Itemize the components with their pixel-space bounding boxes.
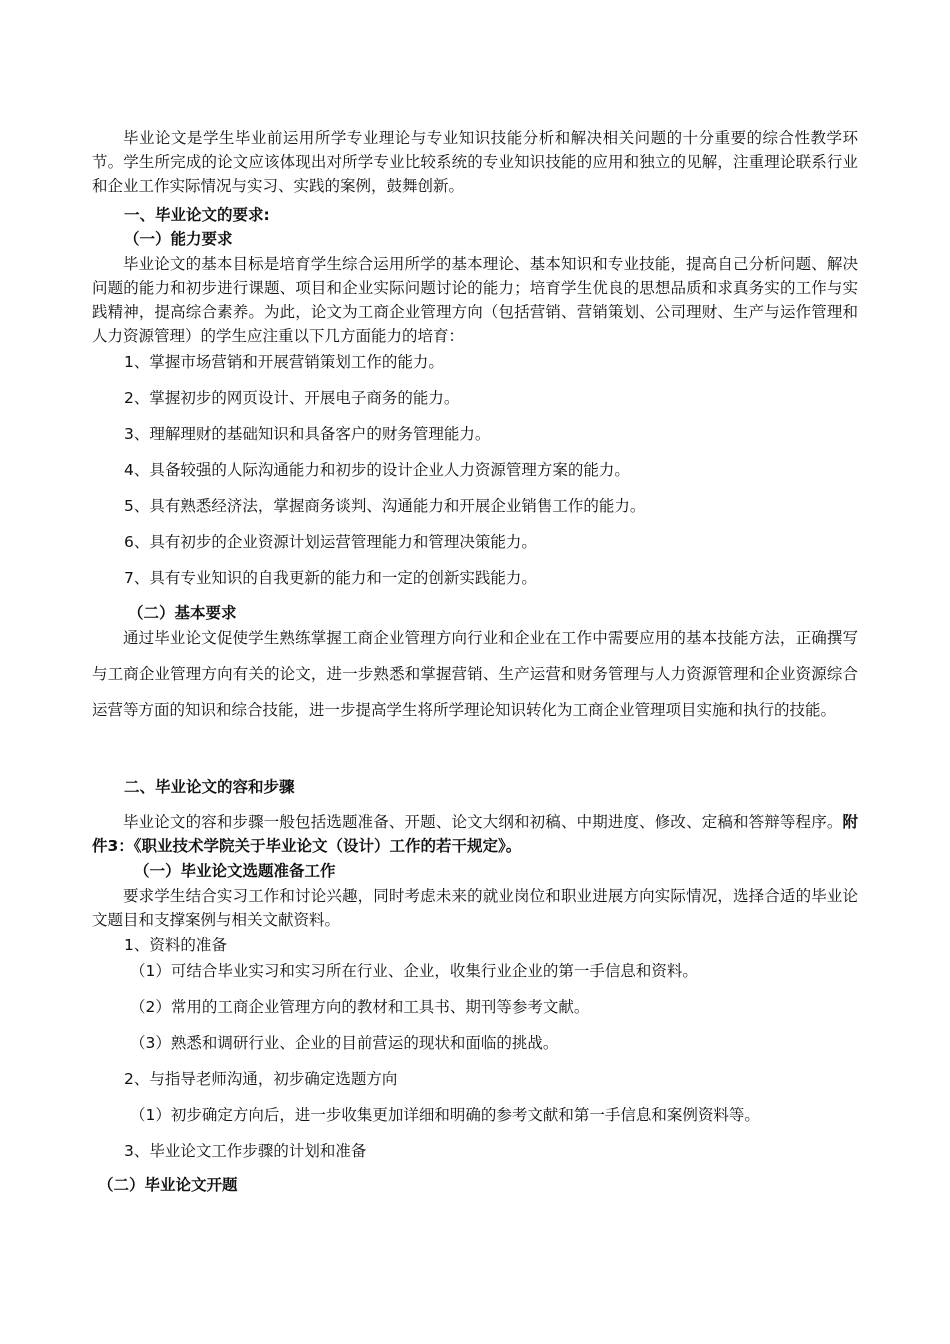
step-item-2: 2、与指导老师沟通，初步确定选题方向 xyxy=(124,1070,398,1088)
ability-item-1: 1、掌握市场营销和开展营销策划工作的能力。 xyxy=(124,353,444,371)
subsection-2-1-heading: （一）毕业论文选题准备工作 xyxy=(134,862,336,880)
ability-item-6: 6、具有初步的企业资源计划运营管理能力和管理决策能力。 xyxy=(124,533,537,551)
ability-item-4: 4、具备较强的人际沟通能力和初步的设计企业人力资源管理方案的能力。 xyxy=(124,461,630,479)
ability-paragraph: 毕业论文的基本目标是培育学生综合运用所学的基本理论、基本知识和专业技能，提高自己分析问题、解决问题的能力和初步进行课题、项目和企业实际问题讨论的能力；培育学生优良的思想品质和求真务实的工作与实践精神，提高综合素养。为此，论文为工商企业管理方向（包括营销、营销策划、公司理财、生产与运作管理和人力资源管理）的学生应注重以下几方面能力的培育： xyxy=(92,255,858,345)
step-item-2-sub-1: （1）初步确定方向后，进一步收集更加详细和明确的参考文献和第一手信息和案例资料等。 xyxy=(130,1106,760,1124)
steps-paragraph xyxy=(92,810,858,858)
attachment-3-reference: 附件3：《职业技术学院关于毕业论文（设计）工作的若干规定》。 xyxy=(92,813,858,855)
topic-selection-paragraph: 要求学生结合实习工作和讨论兴趣，同时考虑未来的就业岗位和职业进展方向实际情况，选择合适的毕业论文题目和支撑案例与相关文献资料。 xyxy=(92,887,858,929)
step-item-1-sub-1: （1）可结合毕业实习和实习所在行业、企业，收集行业企业的第一手信息和资料。 xyxy=(130,962,698,980)
intro-paragraph: 毕业论文是学生毕业前运用所学专业理论与专业知识技能分析和解决相关问题的十分重要的综合性教学环节。学生所完成的论文应该体现出对所学专业比较系统的专业知识技能的应用和独立的见解，注重理论联系行业和企业工作实际情况与实习、实践的案例，鼓舞创新。 xyxy=(92,129,858,195)
subsection-2-2-heading: （二）毕业论文开题 xyxy=(98,1176,238,1194)
subsection-1-2-heading: （二）基本要求 xyxy=(128,604,237,622)
step-item-1: 1、资料的准备 xyxy=(124,936,227,954)
section-2-heading: 二、毕业论文的容和步骤 xyxy=(124,778,295,796)
ability-item-7: 7、具有专业知识的自我更新的能力和一定的创新实践能力。 xyxy=(124,569,537,587)
ability-item-2: 2、掌握初步的网页设计、开展电子商务的能力。 xyxy=(124,389,460,407)
subsection-1-1-heading: （一）能力要求 xyxy=(124,230,233,248)
section-1-heading: 一、毕业论文的要求: xyxy=(124,206,270,224)
step-item-3: 3、毕业论文工作步骤的计划和准备 xyxy=(124,1142,367,1160)
step-item-1-sub-3: （3）熟悉和调研行业、企业的目前营运的现状和面临的挑战。 xyxy=(130,1034,559,1052)
ability-item-3: 3、理解理财的基础知识和具备客户的财务管理能力。 xyxy=(124,425,491,443)
steps-paragraph-text: 毕业论文的容和步骤一般包括选题准备、开题、论文大纲和初稿、中期进度、修改、定稿和答辩等程序。 xyxy=(123,813,843,831)
step-item-1-sub-2: （2）常用的工商企业管理方向的教材和工具书、期刊等参考文献。 xyxy=(130,998,590,1016)
ability-item-5: 5、具有熟悉经济法，掌握商务谈判、沟通能力和开展企业销售工作的能力。 xyxy=(124,497,646,515)
basic-requirements-paragraph: 通过毕业论文促使学生熟练掌握工商企业管理方向行业和企业在工作中需要应用的基本技能方法，正确撰写与工商企业管理方向有关的论文，进一步熟悉和掌握营销、生产运营和财务管理与人力资源管理和企业资源综合运营等方面的知识和综合技能，进一步提高学生将所学理论知识转化为工商企业管理项目实施和执行的技能。 xyxy=(92,629,858,719)
